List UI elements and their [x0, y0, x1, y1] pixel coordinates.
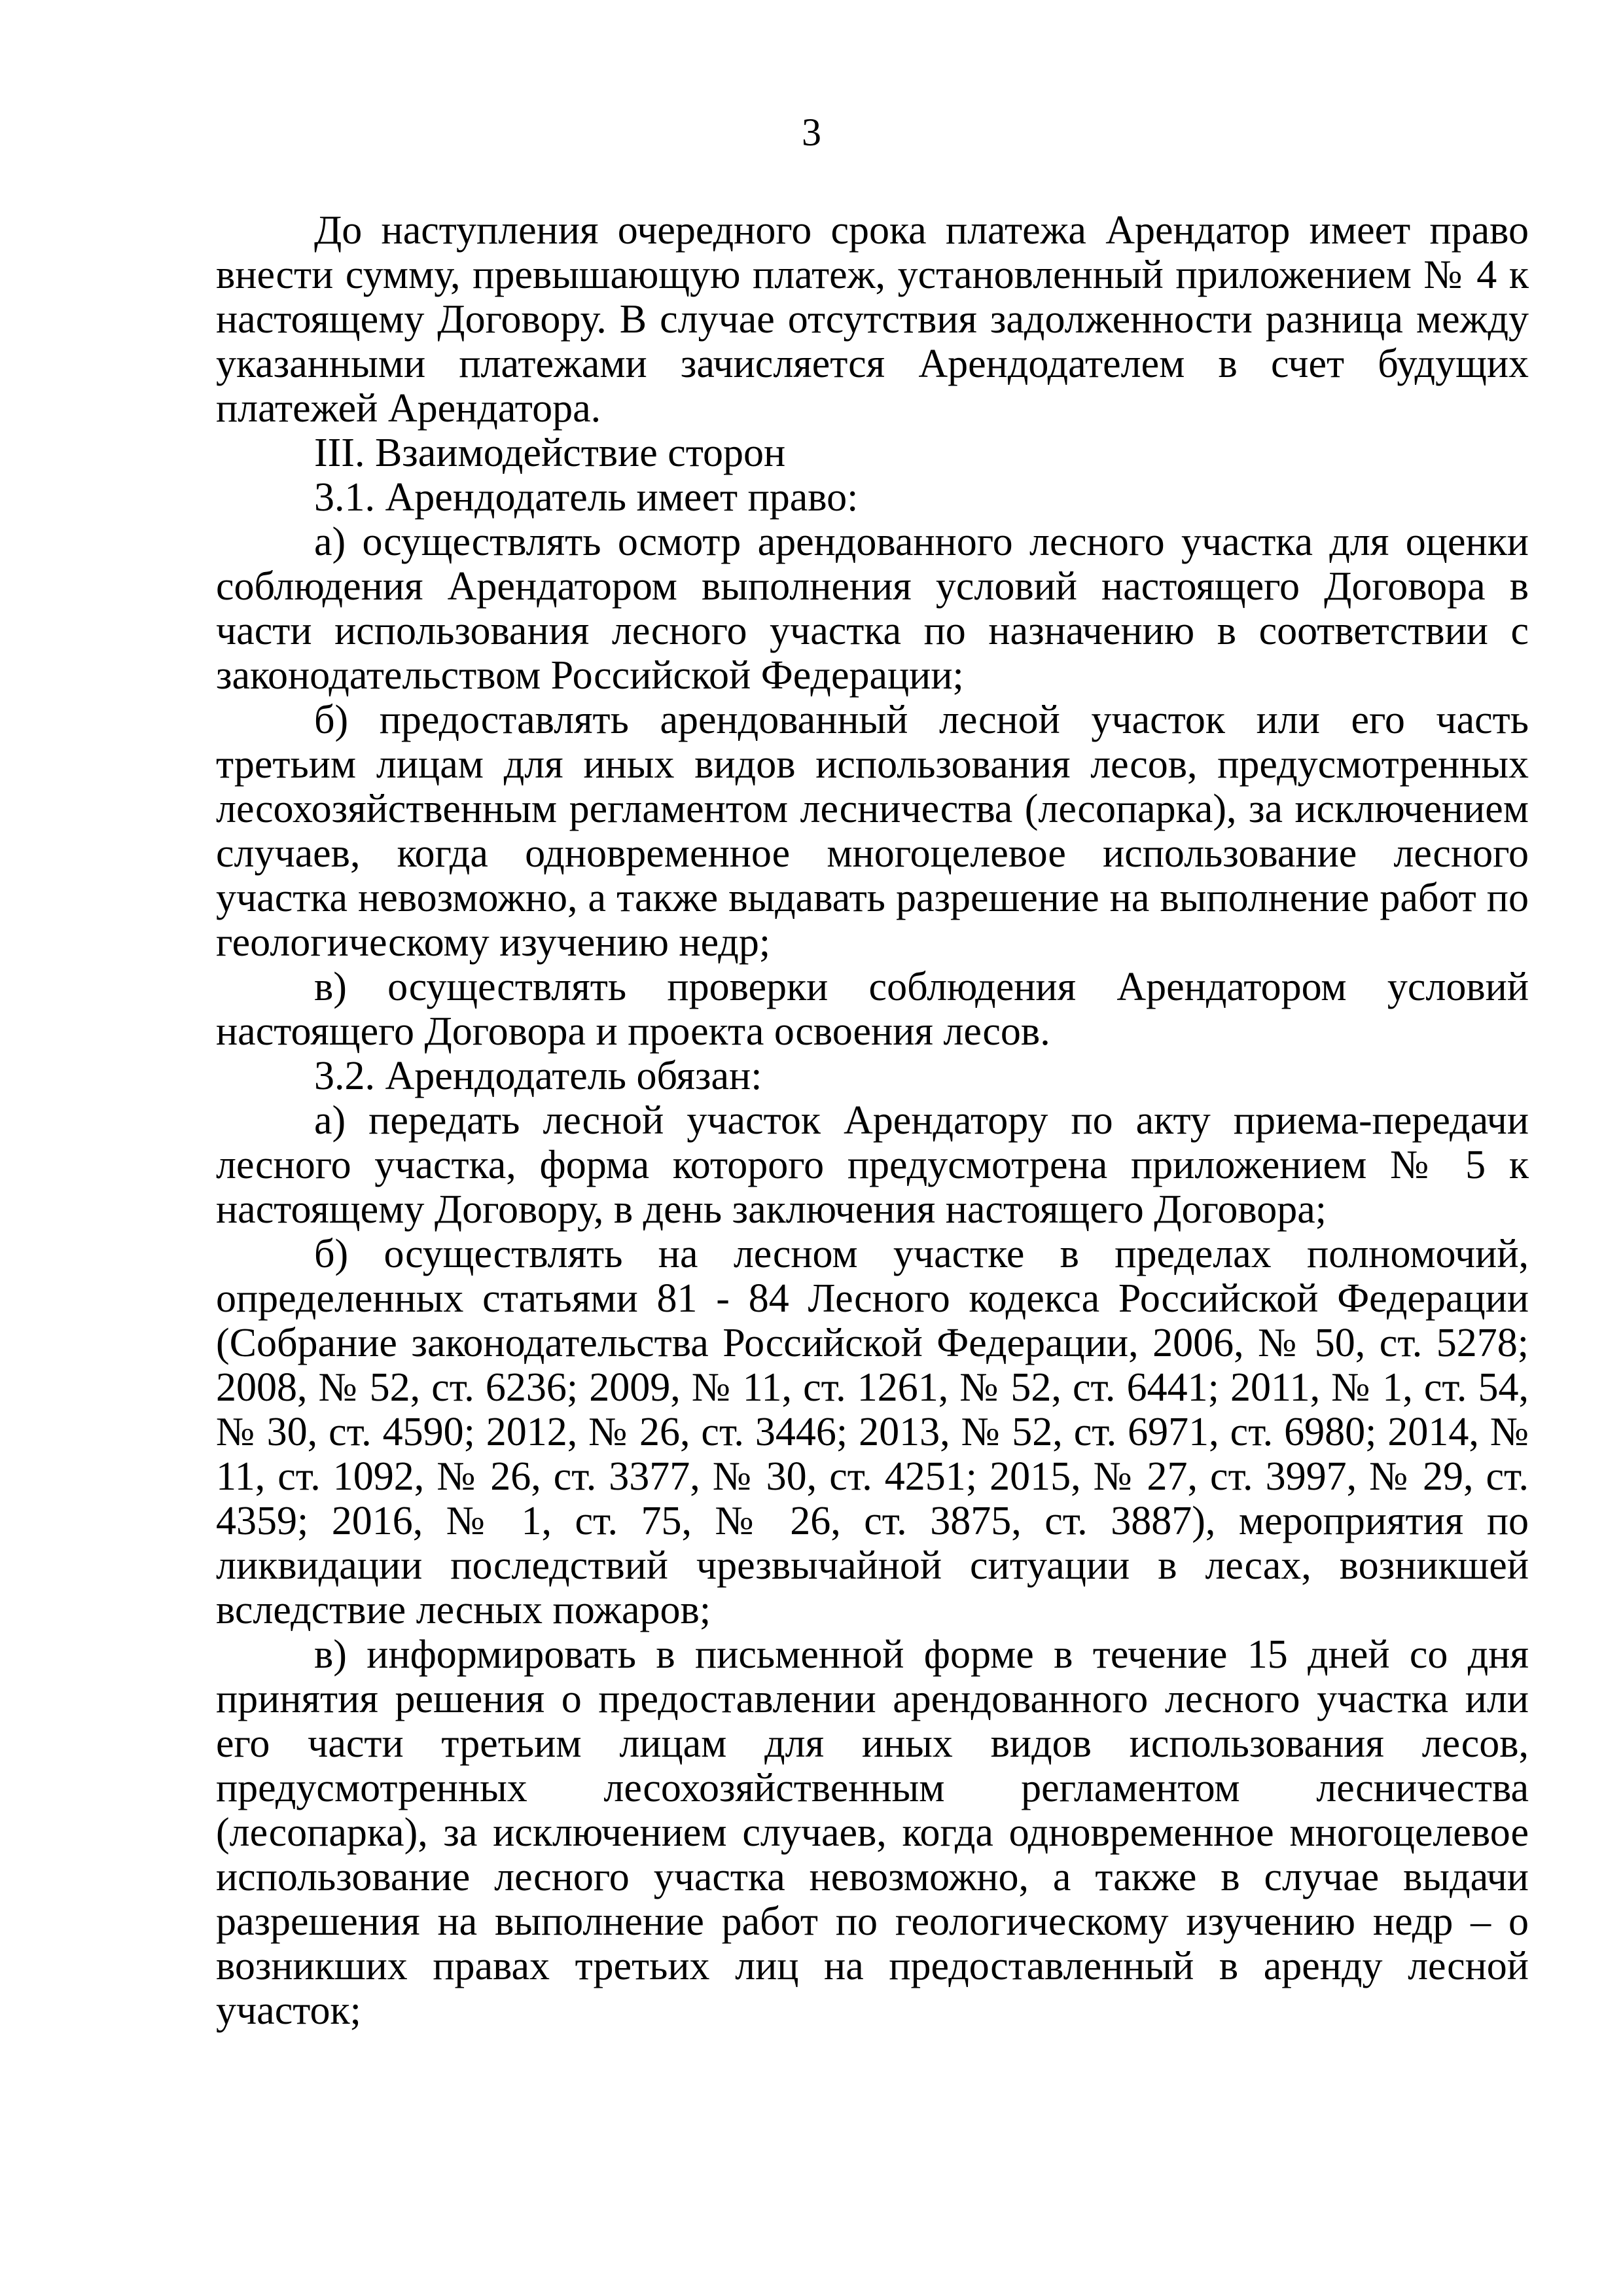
section-3-2-item-c: в) информировать в письменной форме в течение 15 дней со дня принятия решения о предоставлении арендованного лесного участка или его части третьим лицам для иных видов использования лесов, предусмотренных лесохозяйственным регламентом лесничества (лесопарка), за исключением случаев, когда одновременное многоцелевое использование лесного участка невозможно, а также в случае выдачи разрешения на выполнение работ по геологическому изучению недр – о возникших правах третьих лиц на предоставленный в аренду лесной участок;	[216, 1632, 1529, 2033]
section-3-2-item-a: а) передать лесной участок Арендатору по акту приема-передачи лесного участка, форма которого предусмотрена приложением № 5 к настоящему Договору, в день заключения настоящего Договора;	[216, 1098, 1529, 1232]
section-3-1-item-a: а) осуществлять осмотр арендованного лесного участка для оценки соблюдения Арендатором выполнения условий настоящего Договора в части использования лесного участка по назначению в соответствии с законодательством Российской Федерации;	[216, 520, 1529, 698]
section-3-2-item-b: б) осуществлять на лесном участке в пределах полномочий, определенных статьями 81 - 84 Лесного кодекса Российской Федерации (Собрание законодательства Российской Федерации, 2006, № 50, ст. 5278; 2008, № 52, ст. 6236; 2009, № 11, ст. 1261, № 52, ст. 6441; 2011, № 1, ст. 54, № 30, ст. 4590; 2012, № 26, ст. 3446; 2013, № 52, ст. 6971, ст. 6980; 2014, № 11, ст. 1092, № 26, ст. 3377, № 30, ст. 4251; 2015, № 27, ст. 3997, № 29, ст. 4359; 2016, № 1, ст. 75, № 26, ст. 3875, ст. 3887), мероприятия по ликвидации последствий чрезвычайной ситуации в лесах, возникшей вследствие лесных пожаров;	[216, 1232, 1529, 1632]
section-title: III. Взаимодействие сторон	[314, 431, 786, 475]
document-body	[216, 208, 1529, 2033]
section-3-1-item-b: б) предоставлять арендованный лесной участок или его часть третьим лицам для иных видов использования лесов, предусмотренных лесохозяйственным регламентом лесничества (лесопарка), за исключением случаев, когда одновременное многоцелевое использование лесного участка невозможно, а также выдавать разрешение на выполнение работ по геологическому изучению недр;	[216, 698, 1529, 965]
section-3-1-item-c: в) осуществлять проверки соблюдения Арендатором условий настоящего Договора и проекта освоения лесов.	[216, 965, 1529, 1054]
section-3-1-heading: 3.1. Арендодатель имеет право:	[314, 475, 859, 520]
page-number: 3	[802, 111, 821, 154]
section-3-2-heading: 3.2. Арендодатель обязан:	[314, 1054, 762, 1098]
intro-paragraph: До наступления очередного срока платежа Арендатор имеет право внести сумму, превышающую платеж, установленный приложением № 4 к настоящему Договору. В случае отсутствия задолженности разница между указанными платежами зачисляется Арендодателем в счет будущих платежей Арендатора.	[216, 208, 1529, 431]
